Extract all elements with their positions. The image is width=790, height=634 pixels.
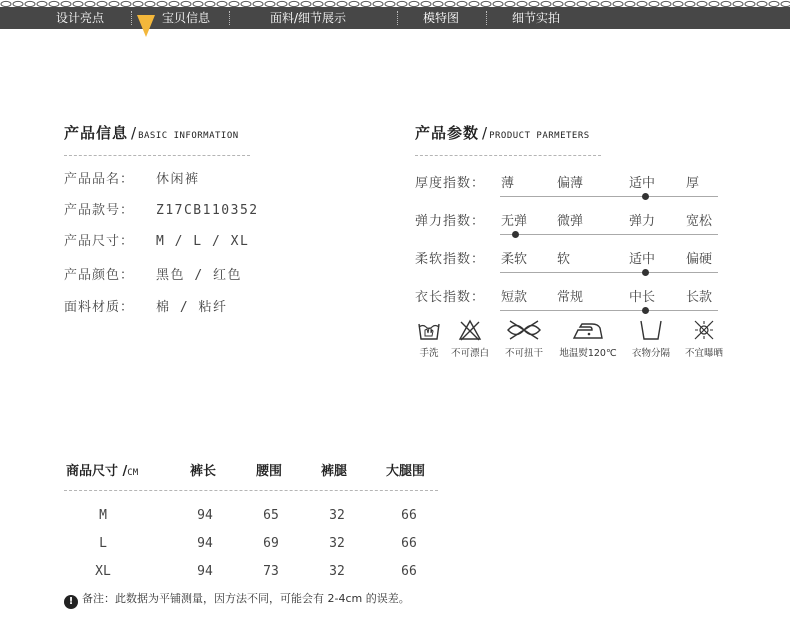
measurement-note xyxy=(64,590,410,609)
tab-divider xyxy=(397,11,398,25)
param-scale-line xyxy=(500,310,718,311)
tab-divider xyxy=(229,11,230,25)
param-option: 微弹 xyxy=(557,214,584,229)
size-value: 32 xyxy=(329,564,345,579)
active-tab-marker xyxy=(137,15,155,37)
param-scale-line xyxy=(500,196,718,197)
size-value: 65 xyxy=(263,508,279,523)
param-option: 偏薄 xyxy=(557,176,584,191)
param-selected-dot xyxy=(642,269,649,276)
tab-design-highlights[interactable]: 设计亮点 xyxy=(56,11,105,25)
size-value: 66 xyxy=(401,508,417,523)
param-option: 软 xyxy=(557,252,571,267)
hand-wash-icon xyxy=(416,318,442,342)
param-label: 柔软指数： xyxy=(415,252,486,267)
care-no-wring xyxy=(500,318,548,359)
param-option: 厚 xyxy=(686,176,700,191)
size-value: 73 xyxy=(263,564,279,579)
param-option: 短款 xyxy=(501,290,528,305)
care-wash-separately xyxy=(626,318,676,359)
product-params-subtitle: PRODUCT PARMETERS xyxy=(489,131,590,141)
care-label: 不可扭干 xyxy=(504,348,543,359)
size-value: 66 xyxy=(401,536,417,551)
tab-bar xyxy=(0,7,790,29)
no-bleach-icon xyxy=(457,318,483,342)
care-label: 不可漂白 xyxy=(450,348,489,359)
info-value: 黑色 / 红色 xyxy=(156,268,242,283)
care-label: 手洗 xyxy=(419,348,439,359)
info-row-sizes xyxy=(64,230,249,249)
tab-divider xyxy=(131,11,132,25)
size-col-header: 大腿围 xyxy=(386,464,426,479)
info-label: 产品款号： xyxy=(64,203,135,218)
info-row-name xyxy=(64,168,200,187)
size-value: 66 xyxy=(401,564,417,579)
param-selected-dot xyxy=(642,193,649,200)
size-value: 32 xyxy=(329,508,345,523)
care-no-sun-dry xyxy=(680,318,728,359)
info-label: 产品颜色： xyxy=(64,268,135,283)
product-info-subtitle: BASIC INFORMATION xyxy=(138,131,239,141)
size-value: 69 xyxy=(263,536,279,551)
size-title-text: 商品尺寸 xyxy=(66,464,119,479)
param-scale-line xyxy=(500,272,718,273)
param-label: 厚度指数： xyxy=(415,176,486,191)
info-label: 产品品名： xyxy=(64,172,135,187)
size-unit: CM xyxy=(127,468,139,478)
product-params-divider xyxy=(415,155,601,156)
size-col-header: 裤长 xyxy=(190,464,217,479)
tab-model-photos[interactable]: 模特图 xyxy=(423,11,460,25)
param-option: 适中 xyxy=(629,176,656,191)
info-value: Z17CB110352 xyxy=(156,203,259,218)
wash-separately-icon xyxy=(636,318,666,342)
info-value: M / L / XL xyxy=(156,234,250,249)
size-value: 32 xyxy=(329,536,345,551)
tab-product-info[interactable]: 宝贝信息 xyxy=(162,11,211,25)
care-iron-low xyxy=(556,318,620,359)
care-label: 衣物分隔 xyxy=(631,348,670,359)
size-col-header: 裤腿 xyxy=(321,464,348,479)
care-hand-wash xyxy=(414,318,444,359)
size-value: 94 xyxy=(197,508,213,523)
care-label: 不宜曝晒 xyxy=(684,348,723,359)
param-option: 常规 xyxy=(557,290,584,305)
info-label: 面料材质： xyxy=(64,300,135,315)
size-label: M xyxy=(99,508,107,523)
note-text: 备注：此数据为平铺测量，因方法不同，可能会有 2-4cm 的误差。 xyxy=(82,592,410,605)
tab-detail-shots[interactable]: 细节实拍 xyxy=(512,11,561,25)
no-wring-icon xyxy=(504,318,544,342)
info-row-style-number xyxy=(64,199,259,218)
iron-low-icon xyxy=(570,318,606,342)
no-sun-dry-icon xyxy=(691,318,717,342)
product-info-divider xyxy=(64,155,250,156)
param-selected-dot xyxy=(642,307,649,314)
param-option: 薄 xyxy=(501,176,515,191)
size-value: 94 xyxy=(197,564,213,579)
care-label: 地温熨120℃ xyxy=(559,348,617,359)
param-option: 中长 xyxy=(629,290,656,305)
param-option: 偏硬 xyxy=(686,252,713,267)
exclamation-icon: ! xyxy=(64,595,78,609)
tab-divider xyxy=(486,11,487,25)
size-table-divider xyxy=(64,490,438,491)
info-label: 产品尺寸： xyxy=(64,234,135,249)
param-label: 弹力指数： xyxy=(415,214,486,229)
info-value: 休闲裤 xyxy=(156,172,200,187)
param-label: 衣长指数： xyxy=(415,290,486,305)
info-row-colors xyxy=(64,264,242,283)
product-params-title: 产品参数 xyxy=(415,124,480,142)
product-info-title: 产品信息 xyxy=(64,124,129,142)
param-option: 适中 xyxy=(629,252,656,267)
param-option: 弹力 xyxy=(629,214,656,229)
tab-fabric-details[interactable]: 面料/细节展示 xyxy=(270,11,347,25)
size-table-title: 商品尺寸 /CM xyxy=(66,464,139,479)
product-info-heading: 产品信息 / BASIC INFORMATION xyxy=(64,124,239,142)
size-col-header: 腰围 xyxy=(256,464,283,479)
care-no-bleach xyxy=(446,318,494,359)
size-label: L xyxy=(99,536,107,551)
size-label: XL xyxy=(95,564,111,579)
param-option: 无弹 xyxy=(501,214,528,229)
info-row-material xyxy=(64,296,227,315)
param-option: 柔软 xyxy=(501,252,528,267)
size-value: 94 xyxy=(197,536,213,551)
info-value: 棉 / 粘纤 xyxy=(156,300,228,315)
param-selected-dot xyxy=(512,231,519,238)
product-params-heading: 产品参数 / PRODUCT PARMETERS xyxy=(415,124,590,142)
param-scale-line xyxy=(500,234,718,235)
param-option: 宽松 xyxy=(686,214,713,229)
param-option: 长款 xyxy=(686,290,713,305)
